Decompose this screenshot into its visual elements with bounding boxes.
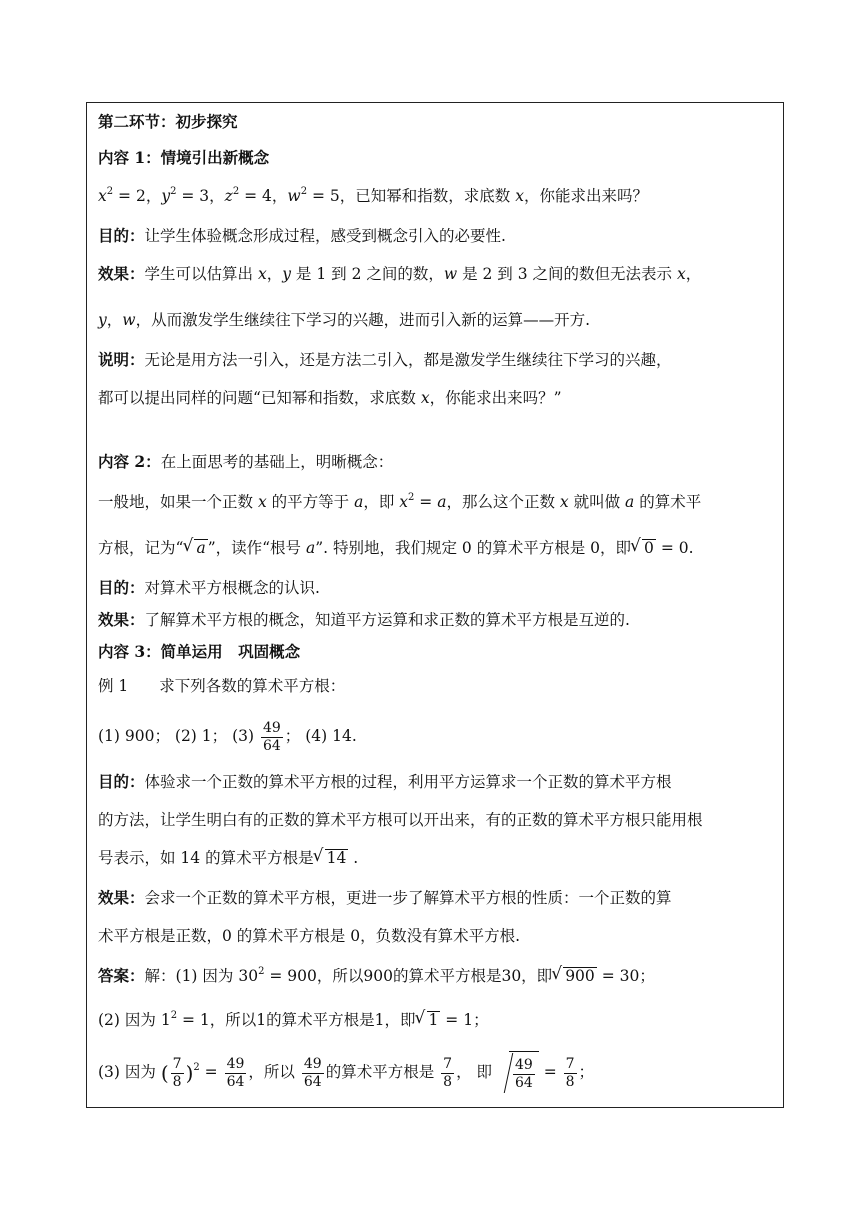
effect-1-line2: y，w，从而激发学生继续往下学习的兴趣，进而引入新的运算——开方. [98, 311, 590, 329]
answer-2: (2) 因为 $1^2 = 1$，所以1的算术平方根是1，即√ 1 = 1； [98, 1010, 489, 1030]
effect-2: 效果：了解算术平方根的概念，知道平方运算和求正数的算术平方根是互逆的. [98, 610, 630, 629]
purpose-3-line3: 号表示，如 14 的算术平方根是√ 14 . [98, 848, 358, 868]
definition-line2: 方根，记为“√ a ”，读作“根号 a”. 特别地，我们规定 0 的算术平方根是 0，即√ 0 = 0. [98, 538, 694, 558]
content2-label: 内容 2：在上面思考的基础上，明晰概念： [98, 452, 394, 471]
answer-3: (3) 因为 ( $\frac{7}{8}$ )$^2$ = $\frac{49}{64}$ ，所以 $\frac{49}{64}$ 的算术平方根是 $\frac{7}{8}$ ， 即 $\frac{49}{64}$ = $\frac{7}{8}$ ； [98, 1050, 594, 1096]
definition-line1: 一般地，如果一个正数 x 的平方等于 a，即 $x^2 = a$，那么这个正数 x 就叫做 a 的算术平 [98, 492, 702, 511]
content-table-frame [86, 102, 784, 1108]
purpose-3: 目的：体验求一个正数的算术平方根的过程，利用平方运算求一个正数的算术平方根 [98, 772, 672, 791]
effect-3-line2: 术平方根是正数，0 的算术平方根是 0，负数没有算术平方根. [98, 927, 521, 945]
purpose-1: 目的：让学生体验概念形成过程，感受到概念引入的必要性. [98, 226, 506, 245]
example-items: (1) 900； (2) 1； (3) $\frac{49}{64}$ ； (4) 14. [98, 719, 357, 754]
equation-line: $x^2 = 2$，$y^2 = 3$，$z^2 = 4$，$w^2 = 5$，已知幂和指数，求底数 x，你能求出来吗？ [98, 186, 648, 205]
content1-label: 内容 1：情境引出新概念 [98, 148, 270, 167]
purpose-2: 目的：对算术平方根概念的认识. [98, 578, 320, 597]
note-1-line2: 都可以提出同样的问题“已知幂和指数，求底数 x，你能求出来吗？” [98, 389, 562, 407]
effect-1: 效果：学生可以估算出 x，y 是 1 到 2 之间的数，w 是 2 到 3 之间的数但无法表示 x， [98, 264, 702, 283]
answer-1: 答案：解：(1) 因为 $30^2 = 900$，所以900的算术平方根是30，即√ 900 = 30； [98, 966, 655, 986]
note-1: 说明：无论是用方法一引入，还是方法二引入，都是激发学生继续往下学习的兴趣， [98, 350, 672, 369]
section-title: 第二环节：初步探究 [98, 112, 238, 131]
effect-3: 效果：会求一个正数的算术平方根，更进一步了解算术平方根的性质：一个正数的算 [98, 888, 672, 907]
content3-label: 内容 3：简单运用 巩固概念 [98, 642, 301, 661]
example-1: 例 1 求下列各数的算术平方根： [98, 677, 346, 695]
purpose-3-line2: 的方法，让学生明白有的正数的算术平方根可以开出来，有的正数的算术平方根只能用根 [98, 811, 703, 829]
